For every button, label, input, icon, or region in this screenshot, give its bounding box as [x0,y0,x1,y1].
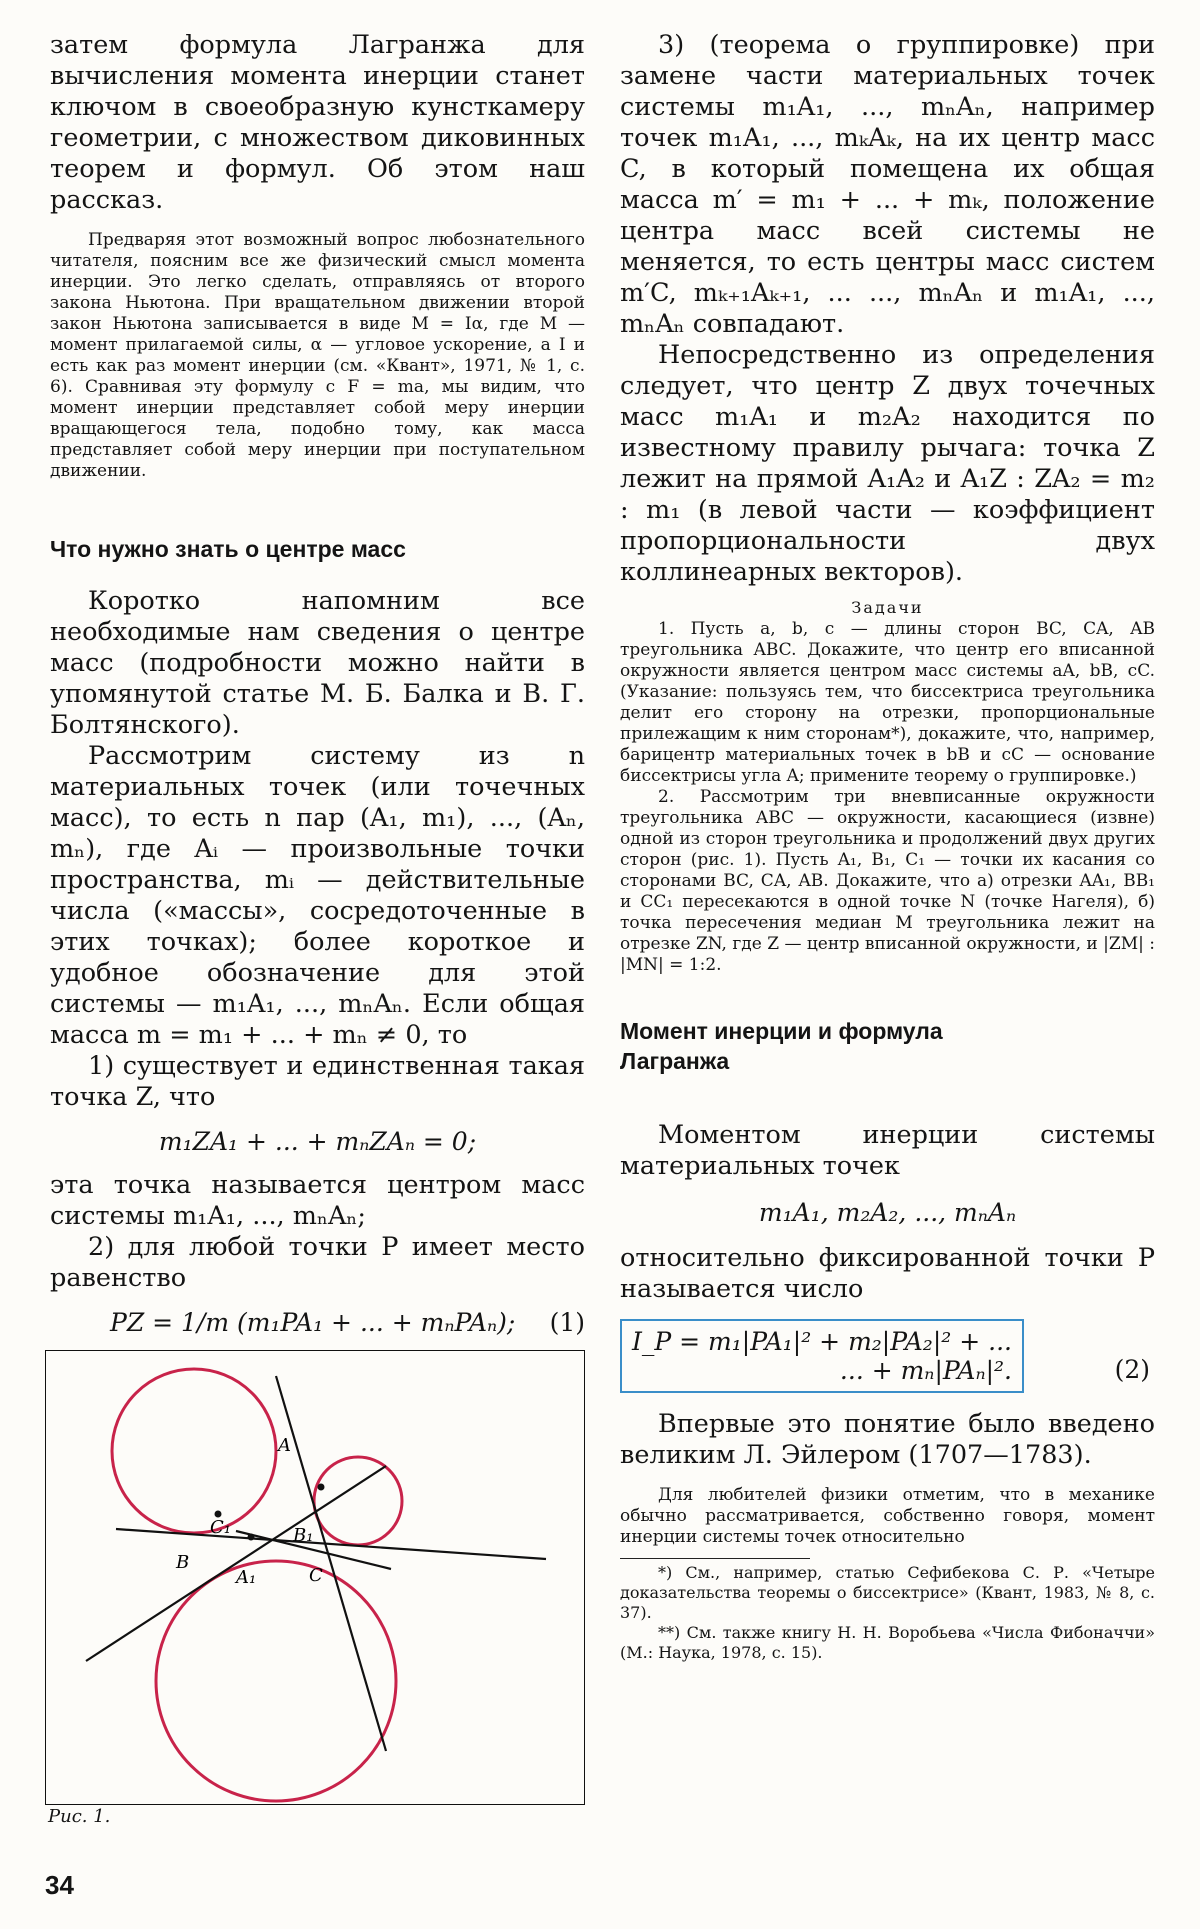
paragraph-statement-2: 2) для любой точки P имеет место равенство [50,1232,585,1293]
excircle-b [314,1457,402,1545]
paragraph-grouping-theorem: 3) (теорема о группировке) при замене части материальных точек системы m₁A₁, ..., mₙAₙ, например точек m₁A₁, ..., mₖAₖ, на их центр масс C, в который помещена их общая масса m′ = m₁ + ... + mₖ, положение центра масс всей системы не меняется, то есть центры масс систем m′C, mₖ₊₁Aₖ₊₁, ... ..., mₙAₙ и m₁A₁, ..., mₙAₙ совпадают. [620,30,1155,339]
paragraph-relative-point: относительно фиксированной точки P называется число [620,1243,1155,1304]
footnote-divider [620,1558,810,1559]
point-b1 [318,1484,325,1491]
right-column [620,30,1155,1663]
label-c1: C₁ [210,1517,231,1538]
formula-2-number: (2) [1114,1355,1150,1384]
paragraph-system: Рассмотрим систему из n материальных точек (или точечных масс), то есть n пар (A₁, m₁), ..., (Aₙ, mₙ), где Aᵢ — произвольные точки пространства, mᵢ — действительные числа («массы», сосредоточенные в этих точках); более короткое и удобное обозначение для этой системы — m₁A₁, ..., mₙAₙ. Если общая масса m = m₁ + ... + mₙ ≠ 0, то [50,741,585,1050]
formula-1: PZ = 1/m (m₁PA₁ + ... + mₙPAₙ); [110,1308,516,1337]
formula-1-number: (1) [549,1308,585,1337]
figure-caption: Рис. 1. [48,1806,111,1827]
section-heading-center-of-mass: Что нужно знать о центре масс [50,536,406,562]
paragraph-moment-def: Моментом инерции системы материальных точек [620,1120,1155,1181]
tasks-title: Задачи [851,598,924,617]
task-1: 1. Пусть a, b, c — длины сторон BC, CA, AB треугольника ABC. Докажите, что центр его вписанной окружности является центром масс системы aA, bB, cC. (Указание: пользуясь тем, что биссектриса треугольника делит его сторону на отрезки, пропорциональные прилежащим к ним сторонам*), докажите, что, например, барицентр материальных точек в bB и cC — основание биссектрисы угла A; примените теорему о группировке.) [620,619,1155,786]
paragraph-lever-rule: Непосредственно из определения следует, что центр Z двух точечных масс m₁A₁ и m₂A₂ находится по известному правилу рычага: точка Z лежит на прямой A₁A₂ и A₁Z : ZA₂ = m₂ : m₁ (в левой части — коэффициент пропорциональности двух коллинеарных векторов). [620,340,1155,587]
formula-center-of-mass: m₁ZA₁ + ... + mₙZAₙ = 0; [158,1127,477,1156]
formula-system: m₁A₁, m₂A₂, ..., mₙAₙ [758,1198,1017,1227]
section-heading-moment-of-inertia: Момент инерции и формула Лагранжа [620,1018,943,1074]
formula-2-line-1: I_P = m₁|PA₁|² + m₂|PA₂|² + ... [632,1327,1012,1356]
paragraph-recall: Коротко напомним все необходимые нам сведения о центре масс (подробности можно найти в упомянутой статье М. Б. Балка и В. Г. Болтянского). [50,586,585,740]
task-2: 2. Рассмотрим три вневписанные окружности треугольника ABC — окружности, касающиеся (извне) одной из сторон треугольника и продолжений двух других сторон (рис. 1). Пусть A₁, B₁, C₁ — точки их касания со сторонами BC, CA, AB. Докажите, что а) отрезки AA₁, BB₁ и CC₁ пересекаются в одной точке N (точке Нагеля), б) точка пересечения медиан M треугольника лежит на отрезке ZN, где Z — центр вписанной окружности, и |ZM| : |MN| = 1:2. [620,787,1155,975]
left-column [50,30,585,1348]
formula-2-line-2: ... + mₙ|PAₙ|². [839,1356,1012,1385]
intro-paragraph: затем формула Лагранжа для вычисления момента инерции станет ключом в своеобразную кунсткамеру геометрии, с множеством диковинных теорем и формул. Об этом наш рассказ. [50,30,585,215]
label-a: A [278,1435,291,1456]
footnote-1: *) См., например, статью Сефибекова С. Р. «Четыре доказательства теоремы о биссектрисе» (Квант, 1983, № 8, с. 37). [620,1563,1155,1622]
point-a1 [248,1534,255,1541]
footnote-2: **) См. также книгу Н. Н. Воробьева «Числа Фибоначчи» (М.: Наука, 1978, с. 15). [620,1623,1155,1662]
paragraph-center-def: эта точка называется центром масс системы m₁A₁, ..., mₙAₙ; [50,1170,585,1231]
formula-1-row [50,1308,585,1348]
paragraph-statement-1: 1) существует и единственная такая точка Z, что [50,1051,585,1112]
page-number: 34 [45,1870,74,1900]
figure-1 [45,1350,585,1805]
label-c: C [309,1565,323,1586]
physics-note: Предваряя этот возможный вопрос любознательного читателя, поясним все же физический смысл момента инерции. Это легко сделать, отправляясь от второго закона Ньютона. При вращательном движении второй закон Ньютона записывается в виде M = Iα, где M — момент прилагаемой силы, α — угловое ускорение, а I и есть как раз момент инерции (см. «Квант», 1971, № 1, с. 6). Сравнивая эту формулу с F = ma, мы видим, что момент инерции представляет собой меру инерции вращающегося тела, подобно тому, как масса представляет собой меру инерции при поступательном движении. [50,230,585,481]
label-b1: B₁ [293,1525,314,1546]
paragraph-physics-remark: Для любителей физики отметим, что в механике обычно рассматривается, собственно говоря, момент инерции системы точек относительно [620,1485,1155,1547]
formula-2-box [620,1319,1024,1393]
line-ab [86,1466,386,1661]
label-b: B [176,1552,190,1573]
paragraph-euler: Впервые это понятие было введено великим Л. Эйлером (1707—1783). [620,1409,1155,1470]
formula-2-row [620,1319,1155,1399]
label-a1: A₁ [236,1567,257,1588]
excircle-c [112,1369,276,1533]
figure-excircles [46,1351,583,1803]
excircle-a [156,1561,396,1801]
